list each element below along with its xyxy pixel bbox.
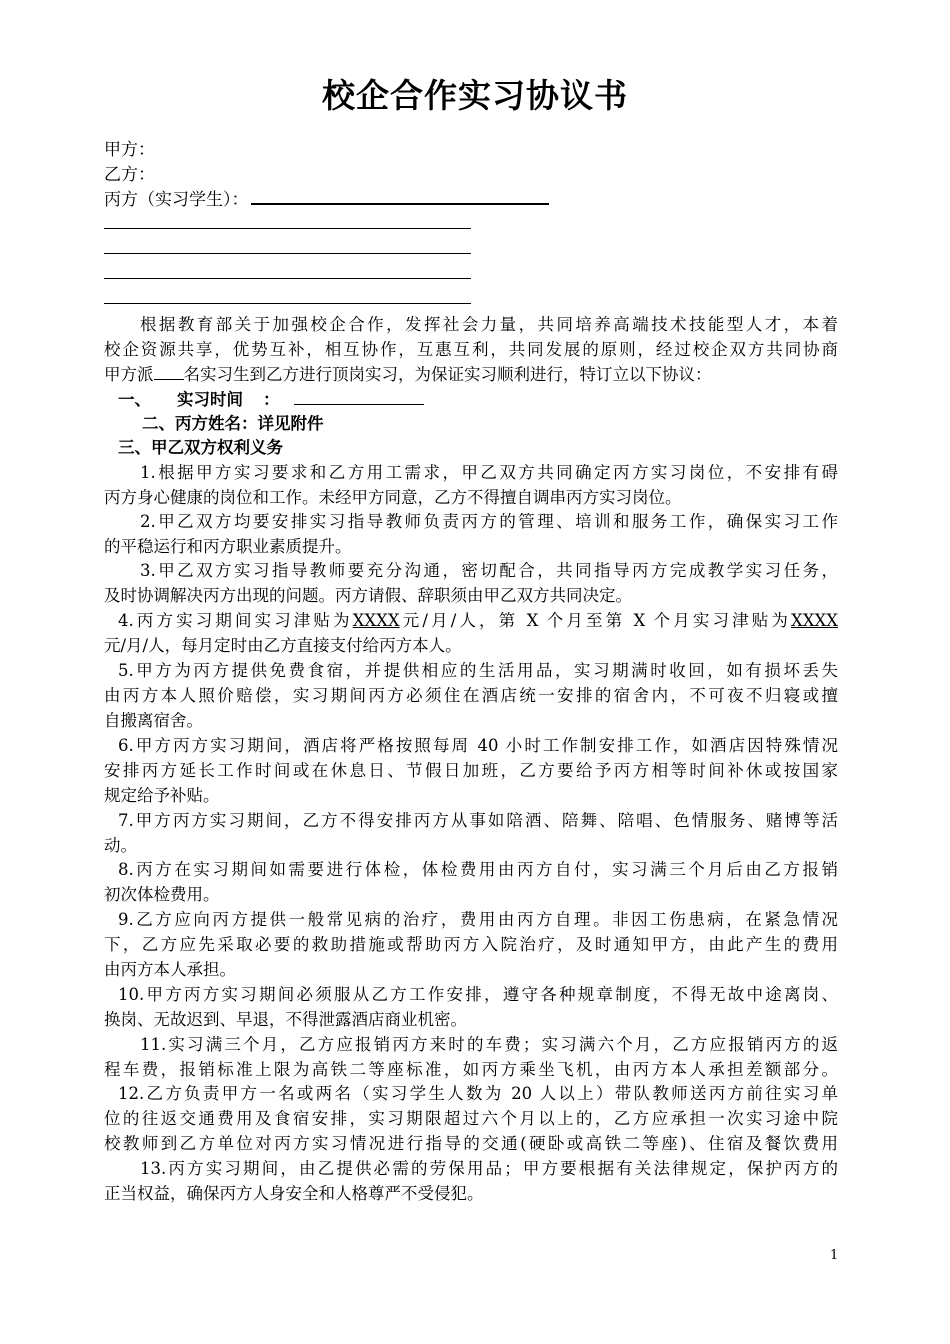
- blank-line: [104, 278, 471, 279]
- party-c-signature-line: [251, 188, 549, 205]
- intro-paragraph: [104, 312, 838, 387]
- clause-13: 13.丙方实习期间，由乙提供必需的劳保用品；甲方要根据有关法律规定，保护丙方的 正当权益，确保丙方人身安全和人格尊严不受侵犯。: [104, 1159, 838, 1203]
- clause-8: 8.丙方在实习期间如需要进行体检，体检费用由丙方自付，实习满三个月后由乙方报销 初次体检费用。: [104, 860, 838, 904]
- section-3: [104, 435, 838, 460]
- section-1-number: 一、: [118, 390, 151, 409]
- document-title: 校企合作实习协议书: [322, 76, 628, 115]
- clause-4: 4.丙方实习期间实习津贴为XXXX元/月/人，第 X 个月至第 X 个月实习津贴为XXXX 元/月/人，每月定时由乙方直接支付给丙方本人。: [104, 611, 838, 655]
- clause-1: 1.根据甲方实习要求和乙方用工需求，甲乙双方共同确定丙方实习岗位，不安排有碍 丙方身心健康的岗位和工作。未经甲方同意，乙方不得擅自调串丙方实习岗位。: [104, 463, 838, 507]
- section-3-heading: 三、甲乙双方权利义务: [118, 438, 283, 457]
- party-a-label: 甲方：: [104, 140, 155, 160]
- blank-line: [104, 253, 471, 254]
- intro-line: 根据教育部关于加强校企合作，发挥社会力量，共同培养高端技术技能型人才，本着: [140, 315, 838, 334]
- section-1-label: 实习时间: [177, 390, 243, 409]
- section-2: [104, 411, 838, 436]
- clause-6: 6.甲方丙方实习期间，酒店将严格按照每周 40 小时工作制安排工作，如酒店因特殊情况 安排丙方延长工作时间或在休息日、节假日加班，乙方要给予丙方相等时间补休或按国家 规定给予补贴。: [104, 736, 838, 805]
- party-c-label: 丙方（实习学生）：: [104, 190, 249, 210]
- internship-time-blank: [294, 388, 424, 405]
- section-2-heading: 二、丙方姓名：详见附件: [142, 414, 324, 433]
- allowance-amount-1: XXXX: [352, 611, 400, 630]
- clause-11: 11.实习满三个月，乙方应报销丙方来时的车费；实习满六个月，乙方应报销丙方的返 程车费，报销标准上限为高铁二等座标准，如丙方乘坐飞机，由丙方本人承担差额部分。: [104, 1035, 838, 1079]
- clause-2: 2.甲乙双方均要安排实习指导教师负责丙方的管理、培训和服务工作，确保实习工作 的平稳运行和丙方职业素质提升。: [104, 512, 838, 556]
- allowance-amount-2: XXXX: [791, 611, 838, 630]
- clause-7: 7.甲方丙方实习期间，乙方不得安排丙方从事如陪酒、陪舞、陪唱、色情服务、赌博等活 动。: [104, 811, 838, 855]
- intro-line: 校企资源共享，优势互补，相互协作，互惠互利，共同发展的原则，经过校企双方共同协商: [104, 340, 838, 359]
- clause-3: 3.甲乙双方实习指导教师要充分沟通，密切配合，共同指导丙方完成教学实习任务， 及时协调解决丙方出现的问题。丙方请假、辞职须由甲乙双方共同决定。: [104, 561, 838, 605]
- clause-12: 12.乙方负责甲方一名或两名（实习学生人数为 20 人以上）带队教师送丙方前往实习单 位的往返交通费用及食宿安排，实习期限超过六个月以上的，乙方应承担一次实习途中院 校教师到乙方单位对丙方实习情况进行指导的交通(硬卧或高铁二等座)、住宿及餐饮费用: [104, 1084, 838, 1153]
- intern-count-blank: [154, 364, 184, 380]
- blank-line: [104, 303, 471, 304]
- clause-5: 5.甲方为丙方提供免费食宿，并提供相应的生活用品，实习期满时收回，如有损坏丢失 由丙方本人照价赔偿，实习期间丙方必须住在酒店统一安排的宿舍内，不可夜不归寝或擅 自搬离宿舍。: [104, 661, 838, 730]
- clause-10: 10.甲方丙方实习期间必须服从乙方工作安排，遵守各种规章制度，不得无故中途离岗、 换岗、无故迟到、早退，不得泄露酒店商业机密。: [104, 985, 838, 1029]
- clause-9: 9.乙方应向丙方提供一般常见病的治疗，费用由丙方自理。非因工伤患病，在紧急情况 下，乙方应先采取必要的救助措施或帮助丙方入院治疗，及时通知甲方，由此产生的费用 由丙方本人承担。: [104, 910, 838, 979]
- blank-line: [104, 228, 471, 229]
- page-number: 1: [830, 1248, 839, 1263]
- intro-line: 甲方派 名实习生到乙方进行顶岗实习，为保证实习顺利进行，特订立以下协议：: [104, 365, 712, 384]
- section-1: 一、 实习时间 ：: [104, 387, 838, 412]
- party-b-label: 乙方：: [104, 165, 155, 185]
- party-c-row: [104, 188, 549, 212]
